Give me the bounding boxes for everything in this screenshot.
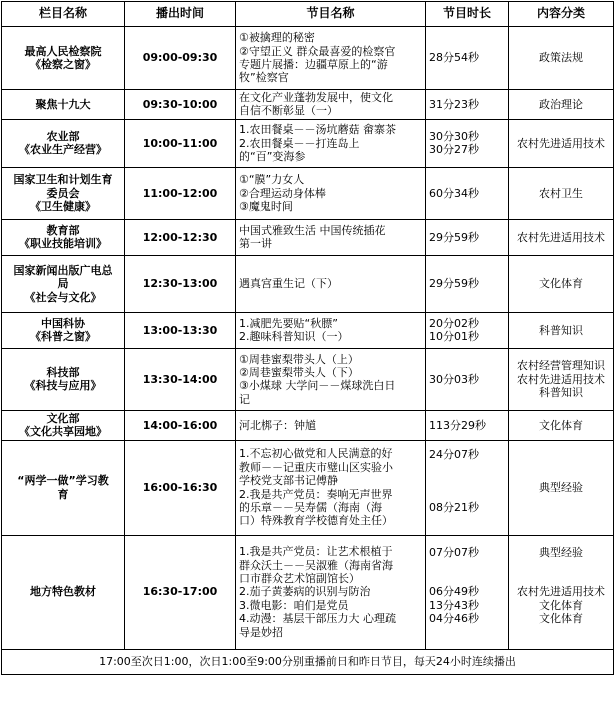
program-name-cell-line: 自信不断彰显（一） (239, 104, 338, 118)
duration-cell-line (429, 462, 505, 475)
header-category: 内容分类 (509, 2, 614, 27)
program-name-cell-line: 4.动漫：基层干部压力大 心理疏 (239, 612, 396, 626)
program-name-cell-line: ①“膜”力女人 (239, 173, 305, 187)
category-cell (509, 119, 614, 167)
column-name-cell (2, 440, 125, 535)
program-name-cell-line: 记 (239, 392, 250, 406)
category-cell-line: 文化体育 (539, 418, 583, 432)
table-row (2, 255, 614, 312)
program-name-cell-line: ②合理运动身体棒 (239, 186, 326, 200)
column-name-cell-line: 国家卫生和计划生育 (13, 173, 113, 187)
program-name-cell-line: 2.农田餐桌－－打连岛上 (239, 136, 360, 150)
column-name-cell (2, 348, 125, 410)
column-name-cell (2, 119, 125, 167)
broadcast-time-cell: 10:00-11:00 (125, 119, 236, 167)
program-name-cell-line: 遇真宫重生记（下） (239, 277, 338, 291)
duration-cell-line: 07分07秒 (429, 545, 479, 559)
column-name-cell (2, 255, 125, 312)
program-name-cell (236, 535, 426, 649)
category-cell-line: 农村先进适用技术 (517, 230, 605, 244)
program-name-cell (236, 27, 426, 90)
category-cell-line: 典型经验 (539, 545, 583, 559)
program-name-cell-line: 河北梆子：钟馗 (239, 418, 316, 432)
program-name-cell-line: 2.茄子黄萎病的识别与防治 (239, 585, 371, 599)
category-cell-line: 政治理论 (539, 97, 583, 111)
header-row (2, 2, 614, 27)
category-cell-line: 典型经验 (539, 480, 583, 494)
column-name-cell-line: 国家新闻出版广电总 (13, 263, 113, 277)
category-cell (509, 90, 614, 120)
program-name-cell-line: 1.减肥先要贴“秋膘” (239, 316, 338, 330)
category-cell-line: 农村先进适用技术 (517, 372, 605, 386)
duration-cell (426, 167, 509, 219)
category-cell-line: 文化体育 (539, 277, 583, 291)
duration-cell-line: 29分59秒 (429, 277, 479, 291)
column-name-cell (2, 312, 125, 348)
category-cell-line: 政策法规 (539, 51, 583, 65)
duration-cell (426, 90, 509, 120)
duration-cell-line (429, 488, 505, 501)
program-name-cell-line: 在文化产业蓬勃发展中，使文化 (239, 91, 393, 104)
program-name-cell-line: ②守望正义 群众最喜爱的检察官 (239, 44, 396, 58)
broadcast-time-cell: 09:30-10:00 (125, 90, 236, 120)
schedule-rows (2, 27, 614, 650)
broadcast-time-cell: 11:00-12:00 (125, 167, 236, 219)
header-duration: 节目时长 (426, 2, 509, 27)
duration-cell-line: 24分07秒 (429, 448, 479, 462)
column-name-cell-line: 《卫生健康》 (30, 200, 96, 214)
duration-cell (426, 219, 509, 255)
program-name-cell-line: 教师－－记重庆市璧山区实验小 (239, 460, 393, 474)
duration-cell-line: 30分30秒 (429, 129, 479, 143)
column-name-cell-line: 《文化共享园地》 (19, 425, 107, 439)
program-name-cell-line: 学校党支部书记傅静 (239, 474, 338, 488)
duration-cell-line: 10分01秒 (429, 330, 479, 344)
program-name-cell-line: 的“百”变海参 (239, 150, 306, 164)
program-name-cell-line: 3.微电影：咱们是党员 (239, 598, 349, 612)
duration-cell (426, 27, 509, 90)
program-name-cell-line: 第一讲 (239, 237, 272, 251)
category-cell-line: 科普知识 (539, 323, 583, 337)
program-name-cell (236, 255, 426, 312)
program-name-cell-line: ①周巷蜜梨带头人（上） (239, 352, 359, 366)
duration-cell (426, 348, 509, 410)
column-name-cell-line: 《职业技能培训》 (19, 237, 107, 251)
category-cell-line: 文化体育 (539, 612, 583, 626)
program-name-cell-line: 口）特殊教育学校德育处主任） (239, 514, 393, 528)
table-row (2, 535, 614, 649)
program-name-cell-line: 群众沃土－－吴淑雅（海南省海 (239, 558, 393, 572)
column-name-cell (2, 219, 125, 255)
duration-cell (426, 255, 509, 312)
category-cell-line: 农村经营管理知识 (517, 359, 605, 373)
column-name-cell (2, 535, 125, 649)
table-row (2, 219, 614, 255)
duration-cell (426, 312, 509, 348)
program-name-cell (236, 410, 426, 440)
duration-cell (426, 119, 509, 167)
program-name-cell-line: 专题片展播：边疆草原上的“游 (239, 58, 388, 71)
program-name-cell-line: ②周巷蜜梨带头人（下） (239, 365, 359, 379)
category-cell (509, 410, 614, 440)
duration-cell-line (429, 514, 505, 527)
column-name-cell-line: 文化部 (46, 411, 80, 425)
category-cell-line: 文化体育 (539, 598, 583, 612)
category-cell (509, 535, 614, 649)
program-name-cell (236, 440, 426, 535)
column-name-cell-line: “两学一做”学习教 (17, 474, 109, 488)
duration-cell (426, 440, 509, 535)
duration-cell-line (429, 559, 505, 572)
duration-cell-line: 29分59秒 (429, 230, 479, 244)
broadcast-time-cell: 16:30-17:00 (125, 535, 236, 649)
program-name-cell (236, 119, 426, 167)
program-name-cell (236, 348, 426, 410)
column-name-cell-line: 最高人民检察院 (24, 44, 102, 58)
program-name-cell-line: 1.我是共产党员：让艺术根植于 (239, 545, 393, 559)
table-row (2, 440, 614, 535)
table-row (2, 27, 614, 90)
program-name-cell-line: 的乐章－－吴寿儒（海南（海 (239, 501, 382, 515)
broadcast-time-cell: 13:00-13:30 (125, 312, 236, 348)
category-cell (509, 167, 614, 219)
category-cell (509, 312, 614, 348)
broadcast-time-cell: 14:00-16:00 (125, 410, 236, 440)
broadcast-time-cell: 09:00-09:30 (125, 27, 236, 90)
program-name-cell (236, 312, 426, 348)
program-name-cell-line: 导是妙招 (239, 625, 283, 639)
header-column-name: 栏目名称 (2, 2, 125, 27)
schedule-table (1, 1, 614, 675)
column-name-cell (2, 167, 125, 219)
column-name-cell-line: 《社会与文化》 (24, 290, 102, 304)
broadcast-time-cell: 16:00-16:30 (125, 440, 236, 535)
column-name-cell (2, 90, 125, 120)
duration-cell-line: 30分27秒 (429, 143, 479, 157)
table-row (2, 410, 614, 440)
duration-cell-line (429, 572, 505, 585)
duration-cell (426, 535, 509, 649)
duration-cell-line (429, 475, 505, 488)
duration-cell (426, 410, 509, 440)
duration-cell-line: 30分03秒 (429, 372, 479, 386)
category-cell (509, 27, 614, 90)
program-name-cell-line: 牧”检察官 (239, 71, 289, 85)
column-name-cell-line: 局 (57, 277, 69, 291)
category-cell-line: 科普知识 (539, 386, 583, 400)
program-name-cell-line: 中国式雅致生活 中国传统插花 (239, 223, 386, 237)
column-name-cell-line: 教育部 (46, 223, 80, 237)
program-name-cell (236, 167, 426, 219)
broadcast-time-cell: 12:30-13:00 (125, 255, 236, 312)
program-name-cell-line: 口市群众艺术馆副馆长） (239, 572, 360, 586)
duration-cell-line: 20分02秒 (429, 316, 479, 330)
program-name-cell-line: ①被擒理的秘密 (239, 31, 315, 45)
category-cell-line (512, 625, 610, 638)
duration-cell-line: 13分43秒 (429, 598, 479, 612)
header-broadcast-time: 播出时间 (125, 2, 236, 27)
column-name-cell-line: 《科普之窗》 (30, 330, 96, 344)
duration-cell-line: 08分21秒 (429, 500, 479, 514)
column-name-cell-line: 地方特色教材 (30, 585, 96, 599)
footer-note: 17:00至次日1:00，次日1:00至9:00分别重播前日和昨日节目，每天24小时连续播出 (2, 649, 614, 674)
column-name-cell-line: 委员会 (46, 186, 80, 200)
program-name-cell-line: 1.农田餐桌－－汤坑蘑菇 畲寨茶 (239, 123, 396, 137)
table-row (2, 90, 614, 120)
broadcast-time-cell: 12:00-12:30 (125, 219, 236, 255)
column-name-cell-line: 中国科协 (41, 316, 85, 330)
column-name-cell-line: 《科技与应用》 (24, 379, 102, 393)
column-name-cell (2, 410, 125, 440)
category-cell-line (512, 559, 610, 572)
column-name-cell-line: 农业部 (46, 129, 80, 143)
duration-cell-line: 113分29秒 (429, 418, 486, 432)
column-name-cell-line: 《农业生产经营》 (19, 143, 107, 157)
duration-cell-line: 28分54秒 (429, 51, 479, 65)
duration-cell-line: 04分46秒 (429, 612, 479, 626)
program-name-cell (236, 90, 426, 120)
column-name-cell (2, 27, 125, 90)
program-name-cell-line: 2.趣味科普知识（一） (239, 330, 349, 344)
duration-cell-line (429, 625, 505, 638)
program-name-cell (236, 219, 426, 255)
column-name-cell-line: 《检察之窗》 (30, 58, 96, 71)
column-name-cell-line: 育 (57, 487, 69, 501)
category-cell (509, 219, 614, 255)
category-cell-line (512, 572, 610, 585)
category-cell (509, 348, 614, 410)
category-cell-line: 农村先进适用技术 (517, 136, 605, 150)
category-cell-line: 农村先进适用技术 (517, 585, 605, 599)
table-row (2, 312, 614, 348)
column-name-cell-line: 聚焦十九大 (35, 97, 91, 111)
program-name-cell-line: ③小煤球 大学问－－煤球洗白日 (239, 379, 396, 393)
category-cell (509, 440, 614, 535)
program-name-cell-line: ③魔鬼时间 (239, 200, 293, 214)
program-name-cell-line: 1.不忘初心做党和人民满意的好 (239, 447, 393, 461)
duration-cell-line: 31分23秒 (429, 97, 479, 111)
footer-row (2, 649, 614, 674)
duration-cell-line: 06分49秒 (429, 585, 479, 599)
program-name-cell-line: 2.我是共产党员：奏响无声世界 (239, 487, 393, 501)
table-row (2, 167, 614, 219)
table-row (2, 119, 614, 167)
category-cell-line: 农村卫生 (539, 186, 583, 200)
header-program-name: 节目名称 (236, 2, 426, 27)
column-name-cell-line: 科技部 (46, 365, 80, 379)
duration-cell-line: 60分34秒 (429, 186, 479, 200)
category-cell (509, 255, 614, 312)
table-row (2, 348, 614, 410)
broadcast-time-cell: 13:30-14:00 (125, 348, 236, 410)
